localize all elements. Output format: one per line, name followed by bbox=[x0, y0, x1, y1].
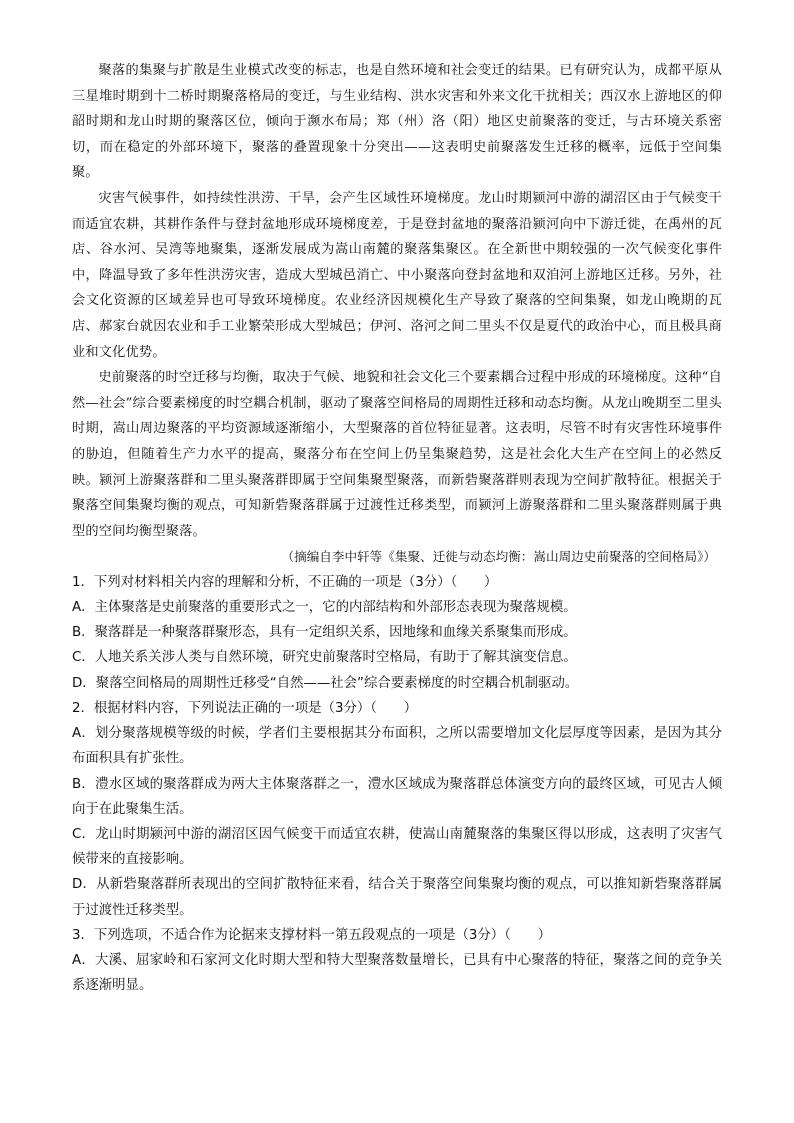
question-1-option-a: A．主体聚落是史前聚落的重要形式之一，它的内部结构和外部形态表现为聚落规模。 bbox=[72, 600, 577, 616]
question-1-option-c: C．人地关系关涉人类与自然环境，研究史前聚落时空格局，有助于了解其演变信息。 bbox=[72, 650, 577, 666]
questions-section bbox=[72, 570, 722, 998]
question-2-stem: 2．根据材料内容，下列说法正确的一项是（3分）（ ） bbox=[72, 700, 418, 716]
question-3-stem: 3．下列选项，不适合作为论据来支撑材料一第五段观点的一项是（3分）（ ） bbox=[72, 927, 552, 943]
passage-source: （摘编自李中轩等《集聚、迁徙与动态均衡：嵩山周边史前聚落的空间格局》） bbox=[281, 549, 716, 565]
exam-page bbox=[72, 58, 722, 998]
question-2-option-a: A．划分聚落规模等级的时候，学者们主要根据其分布面积，之所以需要增加文化层厚度等因素，是因为其分布面积具有扩张性。 bbox=[72, 726, 722, 767]
question-2-option-c: C．龙山时期颍河中游的湖沼区因气候变干而适宜农耕，使嵩山南麓聚落的集聚区得以形成，这表明了灾害气候带来的直接影响。 bbox=[72, 826, 722, 868]
question-3-option-a: A．大溪、屈家岭和石家河文化时期大型和特大型聚落数量增长，已具有中心聚落的特征，聚落之间的竞争关系逐渐明显。 bbox=[72, 952, 722, 994]
question-1-option-d: D．聚落空间格局的周期性迁移受“自然——社会”综合要素梯度的时空耦合机制驱动。 bbox=[72, 675, 579, 691]
passage-paragraph-2: 灾害气候事件，如持续性洪涝、干旱，会产生区域性环境梯度。龙山时期颍河中游的湖沼区由于气候变干而适宜农耕，其耕作条件与登封盆地形成环境梯度差，于是登封盆地的聚落沿颍河向中下游迁徙，在禹州的瓦店、谷水河、吴湾等地聚集，逐渐发展成为嵩山南麓的聚落集聚区。在全新世中期较强的一次气候变化事件中，降温导致了多年性洪涝灾害，造成大型城邑消亡、中小聚落向登封盆地和双洎河上游地区迁移。另外，社会文化资源的区域差异也可导致环境梯度。农业经济因规模化生产导致了聚落的空间集聚，如龙山晚期的瓦店、郝家台就因农业和手工业繁荣形成大型城邑；伊河、洛河之间二里头不仅是夏代的政治中心，而且极具商业和文化优势。 bbox=[72, 190, 722, 360]
passage-paragraph-1: 聚落的集聚与扩散是生业模式改变的标志，也是自然环境和社会变迁的结果。已有研究认为，成都平原从三星堆时期到十二桥时期聚落格局的变迁，与生业结构、洪水灾害和外来文化干扰相关；西汉水上游地区的仰韶时期和龙山时期的聚落区位，倾向于濒水布局；郑（州）洛（阳）地区史前聚落的变迁，与古环境关系密切，而在稳定的外部环境下，聚落的叠置现象十分突出——这表明史前聚落发生迁移的概率，远低于空间集聚。 bbox=[72, 63, 722, 181]
question-2-option-b: B．澧水区域的聚落群成为两大主体聚落群之一，澧水区域成为聚落群总体演变方向的最终区域，可见古人倾向于在此聚集生活。 bbox=[72, 776, 722, 817]
question-1-option-b: B．聚落群是一种聚落群聚形态，具有一定组织关系，因地缘和血缘关系聚集而形成。 bbox=[72, 625, 577, 641]
question-2-option-d: D．从新砦聚落群所表现出的空间扩散特征来看，结合关于聚落空间集聚均衡的观点，可以推知新砦聚落群属于过渡性迁移类型。 bbox=[72, 877, 722, 918]
passage-paragraph-3: 史前聚落的时空迁移与均衡，取决于气候、地貌和社会文化三个要素耦合过程中形成的环境梯度。这种“自然—社会”综合要素梯度的时空耦合机制，驱动了聚落空间格局的周期性迁移和动态均衡。从龙山晚期至二里头时期，嵩山周边聚落的平均资源域逐渐缩小，大型聚落的首位特征显著。这表明，尽管不时有灾害性环境事件的胁迫，但随着生产力水平的提高，聚落分布在空间上仍呈集聚趋势，这是社会化大生产在空间上的必然反映。颍河上游聚落群和二里头聚落群即属于空间集聚型聚落，而新砦聚落群则表现为空间扩散特征。根据关于聚落空间集聚均衡的观点，可知新砦聚落群属于过渡性迁移类型，而颍河上游聚落群和二里头聚落群则属于典型的空间均衡型聚落。 bbox=[72, 370, 722, 539]
question-1-stem: 1．下列对材料相关内容的理解和分析，不正确的一项是（3分）（ ） bbox=[72, 574, 498, 590]
